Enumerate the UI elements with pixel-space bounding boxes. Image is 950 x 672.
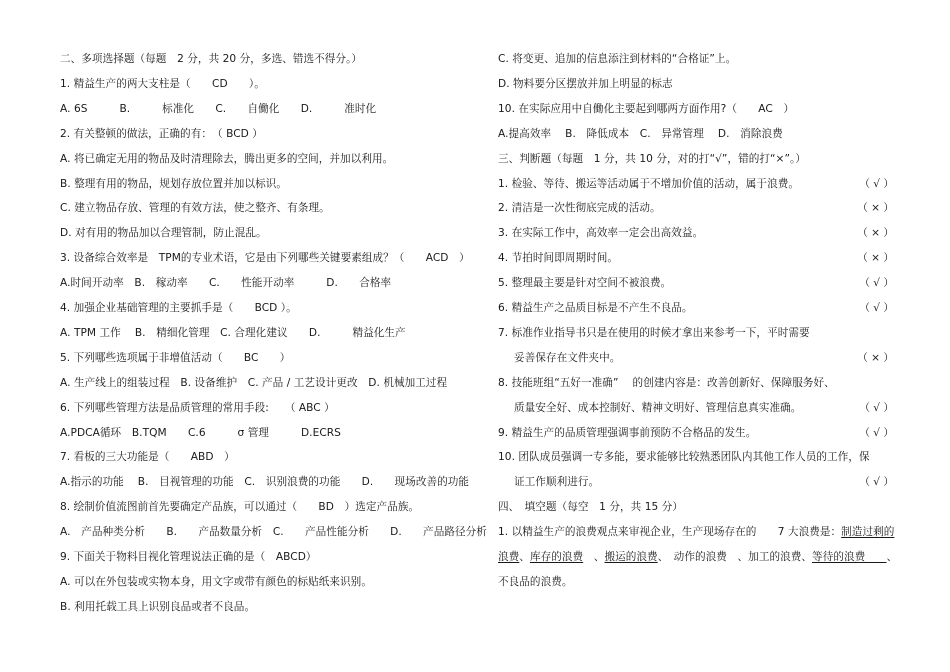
text-line: 7. 看板的三大功能是（ ABD ） — [60, 451, 235, 464]
text-line: A. 可以在外包装或实物本身，用文字或带有颜色的标贴纸来识别。 — [60, 575, 372, 588]
text-line: 6. 下列哪些管理方法是品质管理的常用手段: （ ABC ） — [60, 401, 335, 414]
text-line: 四、 填空题（每空 1 分，共 15 分） — [498, 501, 683, 514]
text-line: A. 产品种类分析 B. 产品数量分析 C. 产品性能分析 D. 产品路径分析 — [60, 526, 487, 539]
text-line: 7. 标准作业指导书只是在使用的时候才拿出来参考一下，平时需要 — [498, 326, 810, 339]
text-line: A.PDCA循环 B.TQM C.6 σ 管理 D.ECRS — [60, 426, 341, 439]
answer-blank: 搬运的浪费 — [604, 551, 658, 563]
text-line: 1. 检验、等待、搬运等活动属于不增加价值的活动，属于浪费。 — [498, 177, 800, 190]
text-line: 8. 技能班组“五好一准确” 的创建内容是：改善创新好、保障服务好、 — [498, 376, 835, 389]
text-line: D. 物料要分区摆放并加上明显的标志 — [498, 77, 673, 90]
text-line: 5. 整理最主要是针对空间不被浪费。 — [498, 277, 672, 290]
text-line: 质量安全好、成本控制好、精神文明好、管理信息真实准确。 — [514, 401, 802, 414]
answer-mark: （ × ） — [857, 202, 894, 215]
text-line: 二、多项选择题（每题 2 分，共 20 分，多选、错选不得分。） — [60, 53, 363, 65]
text-line: A.时间开动率 B. 稼动率 C. 性能开动率 D. 合格率 — [60, 277, 392, 290]
text-line: 4. 节拍时间即周期时间。 — [498, 252, 619, 265]
text-line: 8. 绘制价值流图前首先要确定产品族，可以通过（ BD ）选定产品族。 — [60, 501, 420, 514]
answer-mark: （ × ） — [857, 252, 894, 265]
text-line: 1. 精益生产的两大支柱是（ CD ）。 — [60, 77, 265, 90]
text-line: 5. 下列哪些选项属于非增值活动（ BC ） — [60, 351, 291, 364]
answer-mark: （ × ） — [857, 351, 894, 364]
text-line: D. 对有用的物品加以合理管制，防止混乱。 — [60, 227, 267, 240]
text-line: B. 整理有用的物品，规划存放位置并加以标识。 — [60, 177, 288, 190]
text-segment: 、 — [583, 551, 605, 563]
text-line: 10. 团队成员强调一专多能，要求能够比较熟悉团队内其他工作人员的工作，保 — [498, 451, 870, 464]
text-line: 10. 在实际应用中自働化主要起到哪两方面作用?（ AC ） — [498, 102, 795, 115]
answer-mark: （ √ ） — [859, 277, 894, 290]
fill-blank-line — [498, 550, 897, 564]
answer-mark: （ √ ） — [859, 476, 894, 489]
answer-mark: （ √ ） — [859, 302, 894, 314]
answer-blank: 制造过剩的 — [841, 526, 895, 539]
answer-mark: （ √ ） — [859, 177, 894, 190]
answer-mark: （ √ ） — [859, 426, 894, 439]
text-line: 三、判断题（每题 1 分，共 10 分，对的打“√”，错的打“×”。） — [498, 152, 807, 165]
text-line: A. TPM 工作 B. 精细化管理 C. 合理化建议 D. 精益化生产 — [60, 326, 406, 339]
text-line: A. 生产线上的组装过程 B. 设备维护 C. 产品 / 工艺设计更改 D. 机械加工过程 — [60, 376, 448, 389]
text-line: C. 建立物品存放、管理的有效方法，使之整齐、有条理。 — [60, 202, 330, 215]
text-line: 3. 设备综合效率是 TPM的专业术语，它是由下列哪些关键要素组成？（ ACD ） — [60, 252, 470, 265]
answer-blank: 浪费 — [498, 551, 520, 563]
text-line: 证工作顺利进行。 — [514, 476, 600, 489]
text-segment: 、 — [886, 551, 898, 563]
answer-blank: 等待的浪费 — [812, 551, 887, 563]
text-line: A. 将已确定无用的物品及时清理除去，腾出更多的空间，并加以利用。 — [60, 152, 394, 165]
text-line: 6. 精益生产之品质目标是不产生不良品。 — [498, 302, 693, 314]
fill-blank-line — [498, 525, 894, 539]
text-line: 4. 加强企业基础管理的主要抓手是（ BCD ）。 — [60, 302, 297, 314]
text-line: 3. 在实际工作中，高效率一定会出高效益。 — [498, 227, 704, 240]
text-line: 2. 清洁是一次性彻底完成的活动。 — [498, 202, 661, 215]
fill-blank-line: 不良品的浪费。 — [498, 575, 573, 588]
text-line: 9. 下面关于物料目视化管理说法正确的是（ ABCD） — [60, 551, 317, 563]
text-line: B. 利用托载工具上识别良品或者不良品。 — [60, 600, 256, 613]
text-line: A. 6S B. 标准化 C. 自働化 D. 准时化 — [60, 102, 377, 115]
fill-blank-prefix: 1. 以精益生产的浪费观点来审视企业，生产现场存在的 7 大浪费是： — [498, 526, 842, 539]
answer-mark: （ √ ） — [859, 401, 894, 414]
answer-blank: 库存的浪费 — [529, 551, 584, 563]
text-line: 妥善保存在文件夹中。 — [514, 351, 621, 364]
text-line: 9. 精益生产的品质管理强调事前预防不合格品的发生。 — [498, 426, 757, 439]
text-line: C. 将变更、追加的信息添注到材料的“合格证”上。 — [498, 53, 737, 65]
text-line: A.提高效率 B. 降低成本 C. 异常管理 D. 消除浪费 — [498, 127, 783, 140]
text-segment: 、 动作的浪费 、加工的浪费、 — [657, 551, 813, 563]
text-line: A.指示的功能 B. 目视管理的功能 C. 识别浪费的功能 D. 现场改善的功能 — [60, 476, 470, 489]
text-line: 2. 有关整顿的做法，正确的有： （ BCD ） — [60, 127, 263, 140]
answer-mark: （ × ） — [857, 227, 894, 240]
text-segment: 、 — [519, 551, 530, 563]
